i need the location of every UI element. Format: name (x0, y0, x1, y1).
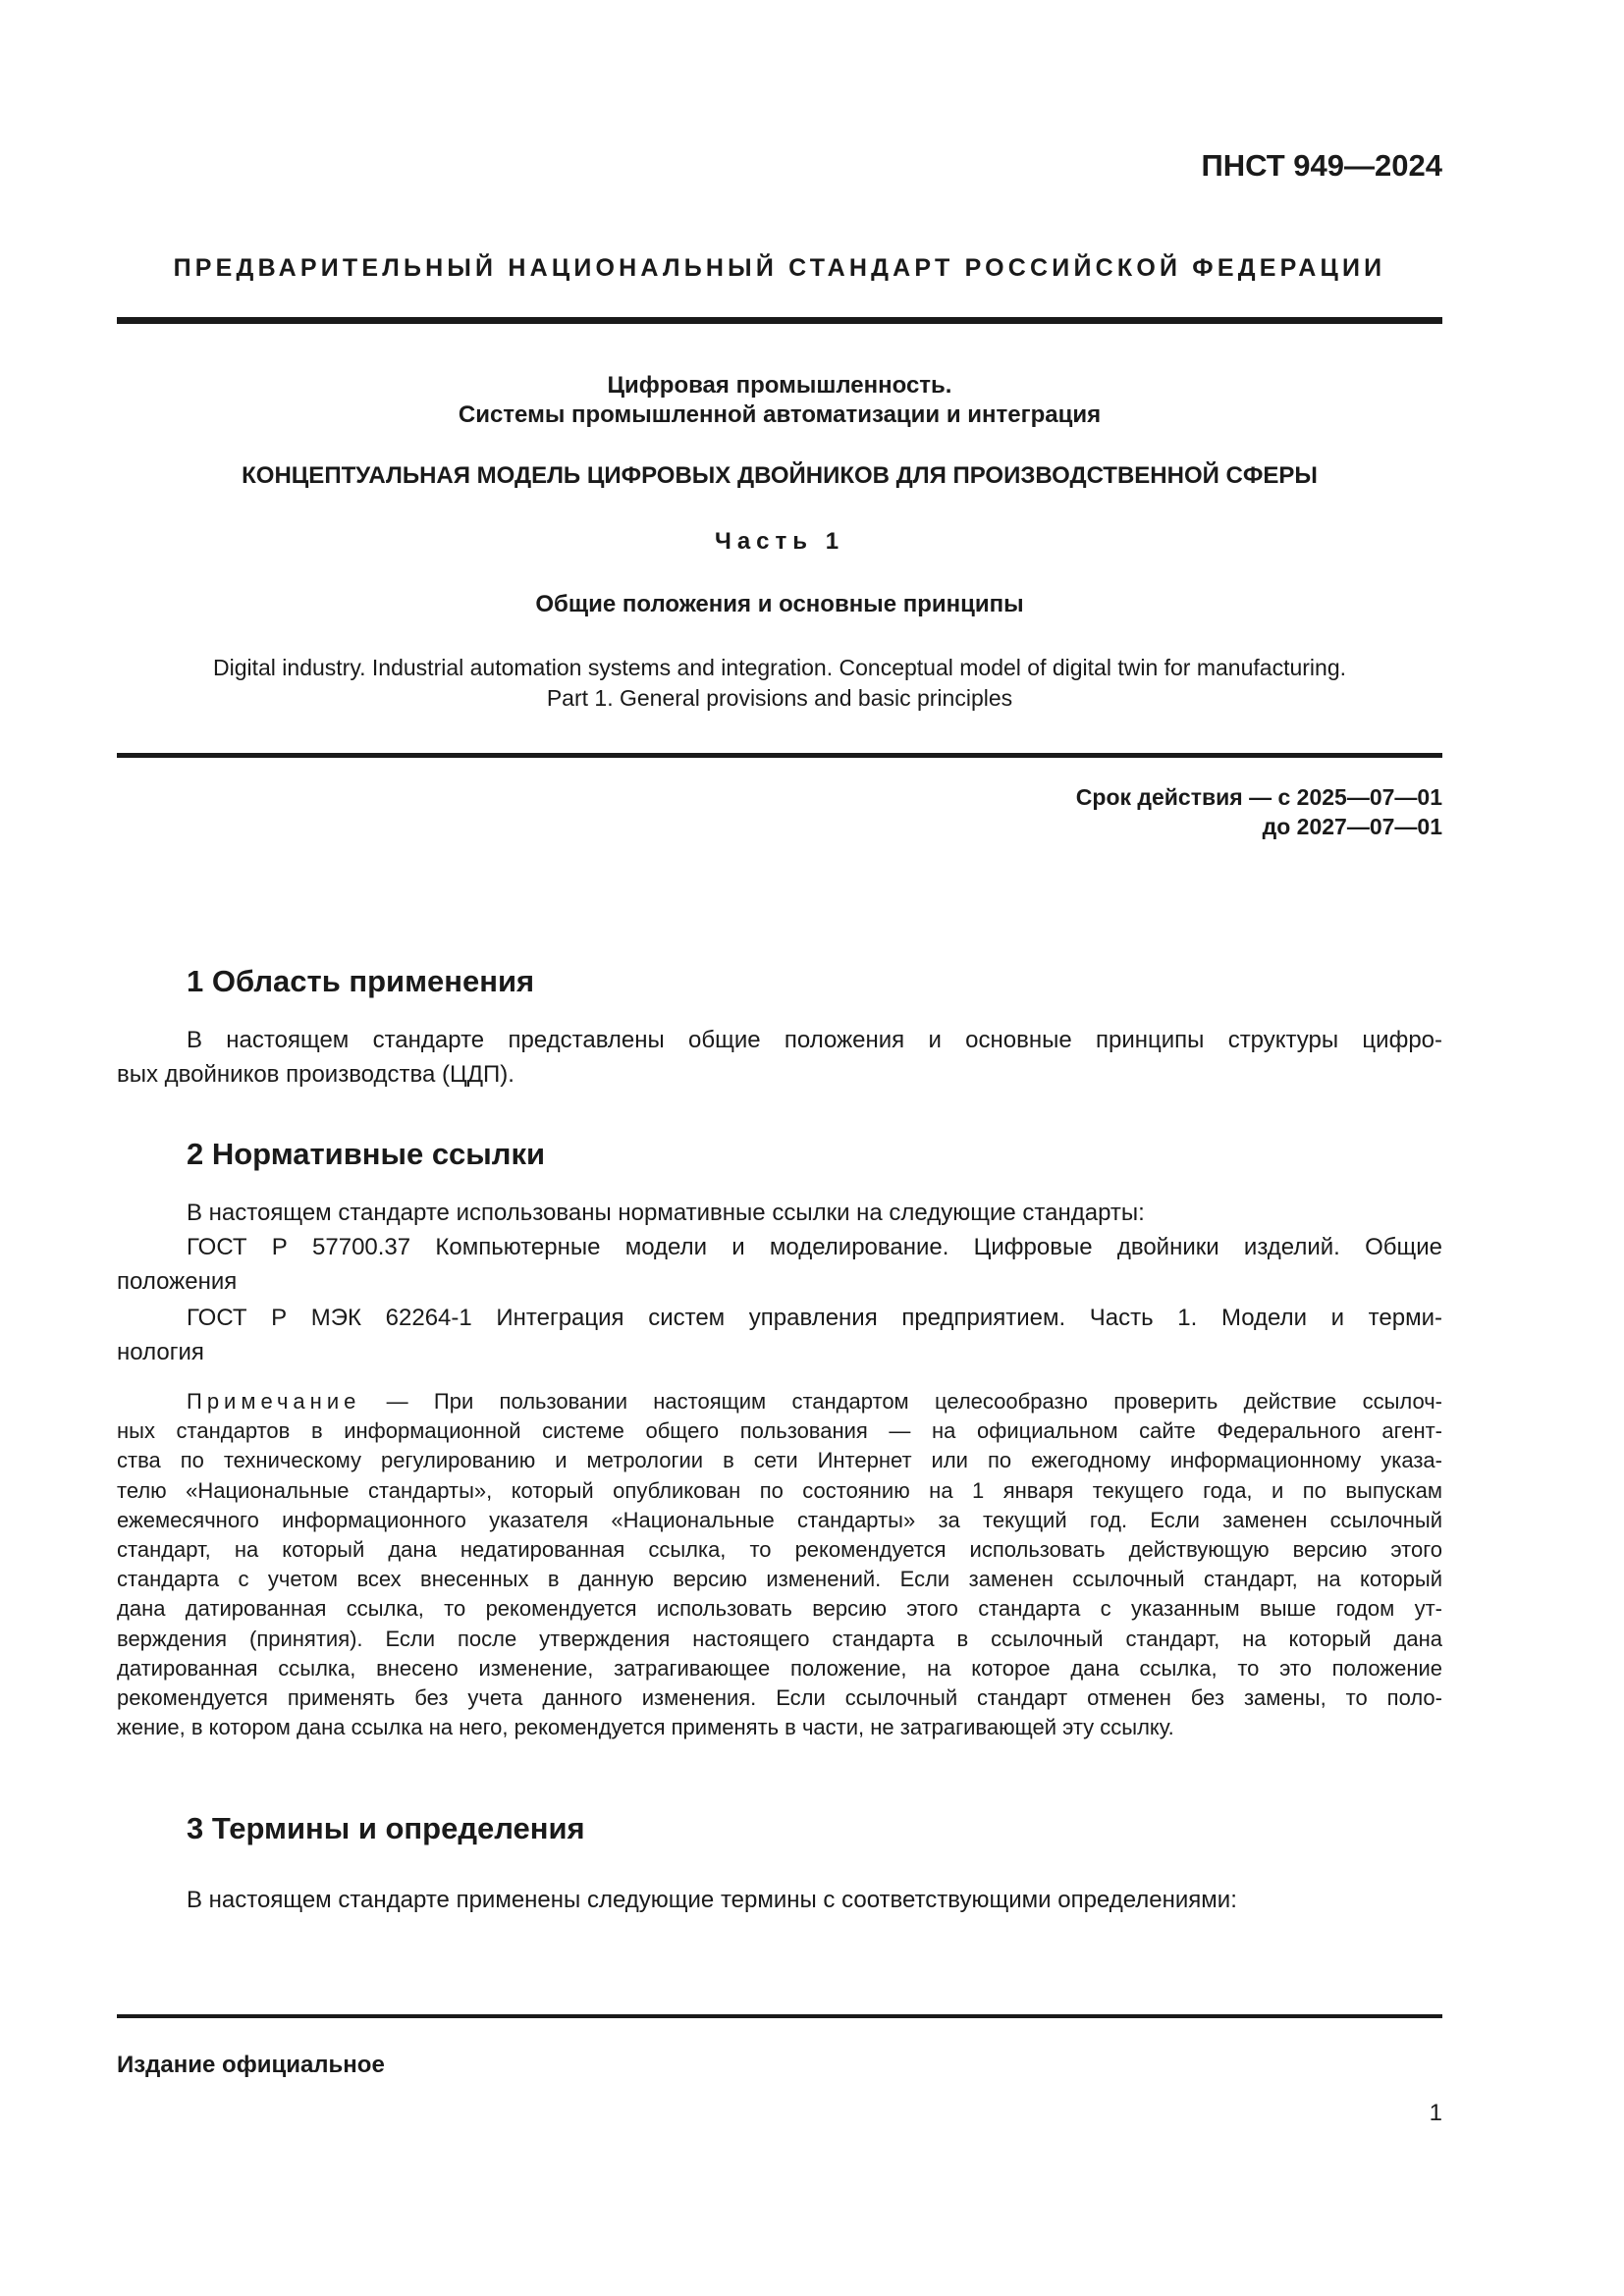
validity-to: до 2027—07—01 (1262, 814, 1442, 839)
edition-label: Издание официальное (117, 2052, 385, 2078)
section-2-intro (117, 1196, 1442, 1230)
text-line: В настоящем стандарте применены следующие термины с соответствующими определениями: (187, 1887, 1237, 1913)
normative-reference-2 (117, 1301, 1442, 1369)
text-line: положения (117, 1268, 238, 1295)
title-part: Часть 1 (714, 528, 845, 555)
section-2-heading: 2 Нормативные ссылки (187, 1137, 546, 1171)
text-line: В настоящем стандарте использованы нормативные ссылки на следующие стандарты: (187, 1200, 1145, 1226)
text-line: В настоящем стандарте представлены общие положения и основные принципы структуры цифро- (187, 1027, 1442, 1053)
note-line: ных стандартов в информационной системе общего пользования — на официальном сайте Федерального агент- (117, 1418, 1442, 1444)
footer-rule (117, 2014, 1442, 2018)
text-line: нология (117, 1339, 204, 1365)
page-number: 1 (1429, 2100, 1442, 2126)
section-3-heading: 3 Термины и определения (187, 1811, 585, 1845)
title-subtitle: Общие положения и основные принципы (535, 591, 1024, 617)
document-code: ПНСТ 949—2024 (1201, 148, 1442, 183)
note-line: телю «Национальные стандарты», который опубликован по состоянию на 1 января текущего года, и по выпускам (117, 1477, 1442, 1503)
text-line: вых двойников производства (ЦДП). (117, 1061, 514, 1088)
section-1-paragraph (117, 1023, 1442, 1092)
note-line: стандарта с учетом всех внесенных в данную версию изменений. Если заменен ссылочный стандарт, на который (117, 1567, 1442, 1592)
title-rule (117, 753, 1442, 758)
note-line: датированная ссылка, внесено изменение, затрагивающее положение, на которое дана ссылка, то это положение (117, 1655, 1442, 1681)
normative-reference-1 (117, 1230, 1442, 1299)
text-line: ГОСТ Р МЭК 62264-1 Интеграция систем управления предприятием. Часть 1. Модели и терми- (187, 1305, 1442, 1331)
section-2-note (117, 1387, 1442, 1742)
validity-period (1076, 782, 1442, 841)
section-1-heading: 1 Область применения (187, 964, 535, 998)
text-line: ГОСТ Р 57700.37 Компьютерные модели и моделирование. Цифровые двойники изделий. Общие (187, 1234, 1442, 1260)
validity-from: Срок действия — с 2025—07—01 (1075, 784, 1442, 810)
header-rule (117, 317, 1442, 324)
title-english-line-2: Part 1. General provisions and basic principles (546, 685, 1013, 711)
note-line: жение, в котором дана ссылка на него, рекомендуется применять в части, не затрагивающей эту ссылку. (117, 1715, 1174, 1740)
title-line-1: Цифровая промышленность. (607, 372, 952, 399)
note-line: стандарт, на который дана недатированная ссылка, то рекомендуется использовать действующую версию этого (117, 1537, 1442, 1563)
note-line: ежемесячного информационного указателя «Национальные стандарты» за текущий год. Если заменен ссылочный (117, 1507, 1442, 1532)
standard-type-title: ПРЕДВАРИТЕЛЬНЫЙ НАЦИОНАЛЬНЫЙ СТАНДАРТ РОССИЙСКОЙ ФЕДЕРАЦИИ (173, 254, 1386, 282)
note-line: рекомендуется применять без учета данного изменения. Если ссылочный стандарт отменен без замены, то поло- (117, 1685, 1442, 1711)
note-label: Примечание (187, 1389, 361, 1414)
section-3-intro (117, 1883, 1442, 1917)
note-line: дана датированная ссылка, то рекомендуется использовать версию этого стандарта с указанным выше годом ут- (117, 1596, 1442, 1622)
note-line: ства по техническому регулированию и метрологии в сети Интернет или по ежегодному информационному указа- (117, 1448, 1442, 1473)
title-line-2: Системы промышленной автоматизации и интеграция (458, 401, 1102, 428)
title-main: КОНЦЕПТУАЛЬНАЯ МОДЕЛЬ ЦИФРОВЫХ ДВОЙНИКОВ ДЛЯ ПРОИЗВОДСТВЕННОЙ СФЕРЫ (242, 462, 1318, 489)
note-line: верждения (принятия). Если после утверждения настоящего стандарта в ссылочный стандарт, на который дана (117, 1626, 1442, 1651)
note-line (117, 1387, 1442, 1416)
title-english-line-1: Digital industry. Industrial automation systems and integration. Conceptual model of digital twin for manufacturing. (213, 655, 1346, 680)
note-text: — При пользовании настоящим стандартом целесообразно проверить действие ссылоч- (360, 1389, 1442, 1414)
